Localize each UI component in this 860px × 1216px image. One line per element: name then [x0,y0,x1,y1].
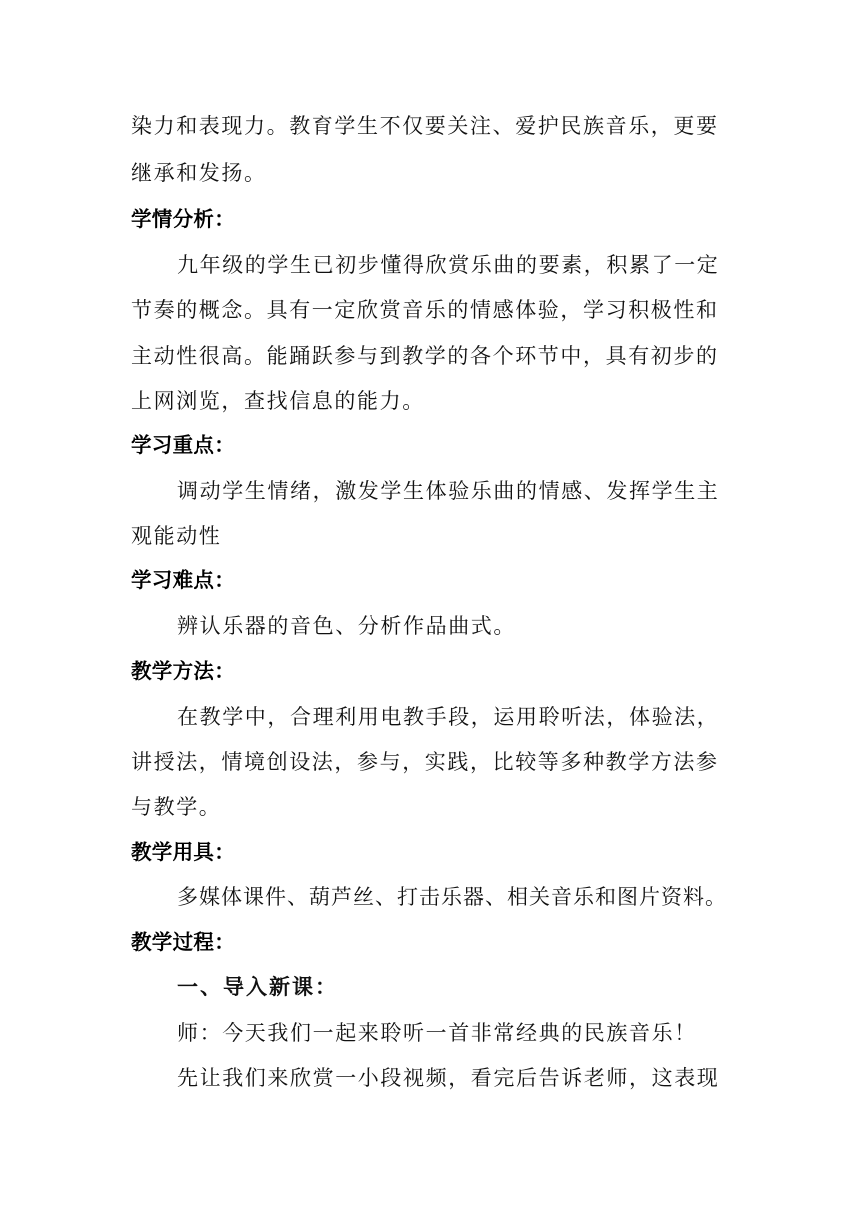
document-page [131,0,731,1216]
body-text-line: 讲授法，情境创设法，参与，实践，比较等多种教学方法参 [131,750,719,774]
body-text-line: 九年级的学生已初步懂得欣赏乐曲的要素，积累了一定 [177,253,720,277]
section-heading-difficulties: 学习难点： [131,568,235,592]
section-heading-learning-analysis: 学情分析： [131,207,235,231]
section-heading-process: 教学过程： [131,930,235,954]
section-heading-key-points: 学习重点： [131,433,235,457]
body-text-line: 节奏的概念。具有一定欣赏音乐的情感体验，学习积极性和 [131,298,719,322]
body-text-line: 调动学生情绪，激发学生体验乐曲的情感、发挥学生主 [177,479,720,503]
body-text-line: 与教学。 [131,795,222,819]
body-text-line: 在教学中，合理利用电教手段，运用聆听法，体验法， [177,705,720,729]
body-text-line: 辨认乐器的音色、分析作品曲式。 [177,614,516,638]
body-text-line: 观能动性 [131,524,222,548]
body-text-line: 继承和发扬。 [131,161,267,185]
section-heading-tools: 教学用具： [131,840,235,864]
section-heading-methods: 教学方法： [131,659,235,683]
body-text-line: 师：今天我们一起来聆听一首非常经典的民族音乐！ [177,1021,697,1045]
body-text-line: 上网浏览，查找信息的能力。 [131,389,425,413]
body-text-line: 先让我们来欣赏一小段视频，看完后告诉老师，这表现 [177,1066,720,1090]
body-text-line: 多媒体课件、葫芦丝、打击乐器、相关音乐和图片资料。 [177,885,727,909]
subsection-heading-intro: 一、导入新课： [177,974,338,999]
body-text-line: 主动性很高。能踊跃参与到教学的各个环节中，具有初步的 [131,344,719,368]
body-text-line: 染力和表现力。教育学生不仅要关注、爱护民族音乐，更要 [131,114,719,138]
